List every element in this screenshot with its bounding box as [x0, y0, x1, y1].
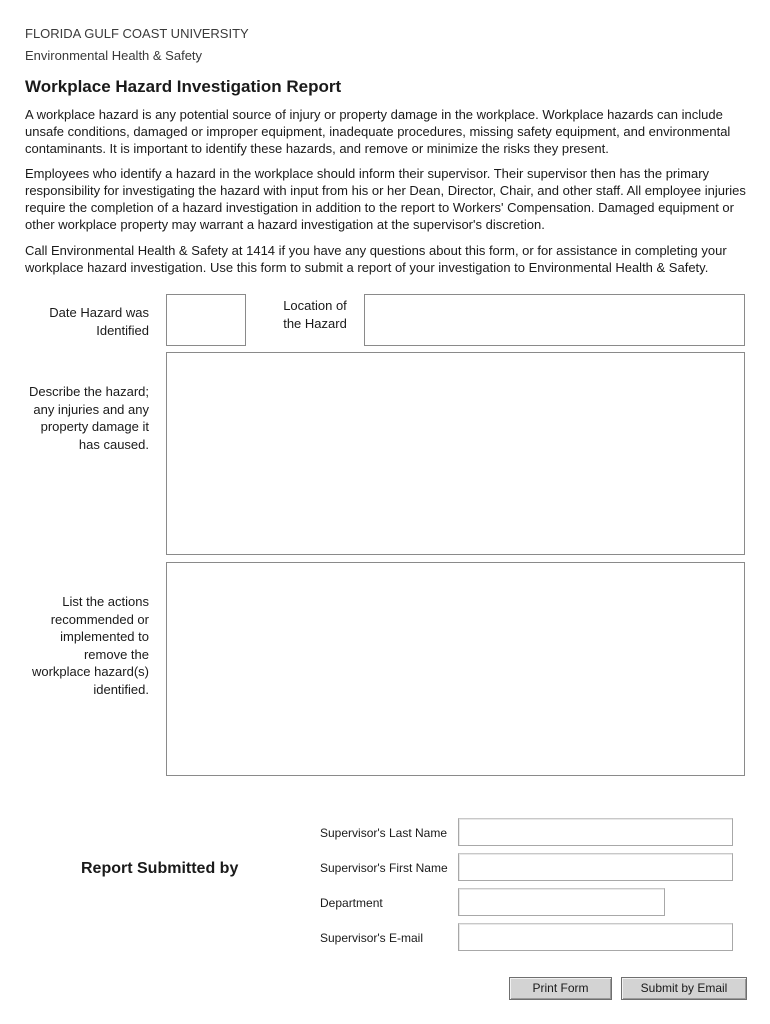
hazard-description-field[interactable] [166, 352, 745, 555]
supervisor-last-name-input[interactable] [458, 818, 733, 846]
date-identified-field[interactable] [166, 294, 246, 346]
department-label: Department [320, 896, 383, 910]
department-name: Environmental Health & Safety [25, 48, 203, 63]
print-form-button[interactable]: Print Form [509, 977, 612, 1000]
form-title: Workplace Hazard Investigation Report [25, 77, 342, 96]
intro-paragraph-2: Employees who identify a hazard in the workplace should inform their supervisor. Their supervisor then has the primary responsibility for investigating the hazard with input from his or her Dean, Director, Chair, and other staff. All employee injuries require the completion of a hazard investigation in addition to the report to Workers' Compensation. Damaged equipment or other workplace property may warrant a hazard investigation at the supervisor's discretion. [25, 166, 746, 232]
supervisor-last-name-label: Supervisor's Last Name [320, 826, 448, 840]
department-input[interactable] [458, 888, 665, 916]
supervisor-email-label: Supervisor's E-mail [320, 931, 423, 945]
submit-by-email-button[interactable]: Submit by Email [621, 977, 747, 1000]
date-identified-label: Date Hazard was Identified [49, 305, 149, 338]
intro-paragraph-3: Call Environmental Health & Safety at 1414 if you have any questions about this form, or for assistance in completing your workplace hazard investigation. Use this form to submit a report of your investigation to Environmental Health & Safety. [25, 243, 727, 275]
actions-label: List the actions recommended or implemented to remove the workplace hazard(s) identified. [31, 594, 149, 697]
hazard-description-label: Describe the hazard; any injuries and any property damage it has caused. [29, 384, 149, 452]
supervisor-first-name-label: Supervisor's First Name [320, 861, 448, 875]
location-field[interactable] [364, 294, 745, 346]
organization-name: FLORIDA GULF COAST UNIVERSITY [25, 26, 249, 41]
location-label: Location of the Hazard [283, 298, 347, 331]
supervisor-first-name-input[interactable] [458, 853, 733, 881]
report-submitted-by-heading: Report Submitted by [81, 860, 239, 877]
intro-paragraph-1: A workplace hazard is any potential source of injury or property damage in the workplace. Workplace hazards can include unsafe conditions, damaged or improper equipment, inadequate procedures, missing safety equipment, and environmental contaminants. It is important to identify these hazards, and remove or minimize the risks they present. [25, 107, 731, 156]
actions-field[interactable] [166, 562, 745, 776]
supervisor-email-input[interactable] [458, 923, 733, 951]
